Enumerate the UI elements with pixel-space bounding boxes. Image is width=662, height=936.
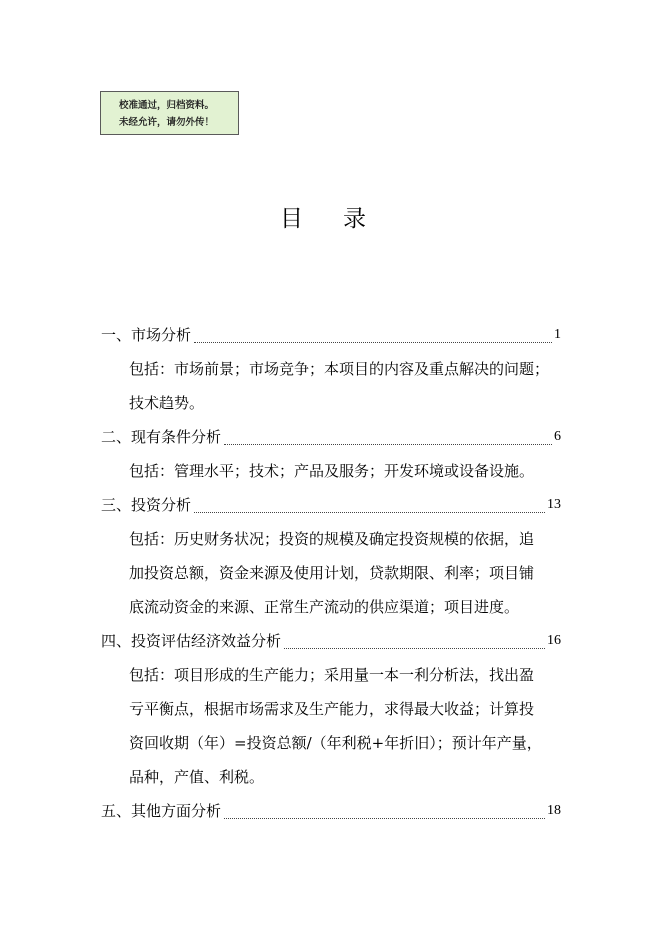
description-line: 包括：市场前景；市场竞争；本项目的内容及重点解决的问题；	[129, 360, 550, 378]
description-line: 包括：管理水平；技术；产品及服务；开发环境或设备设施。	[129, 462, 535, 480]
dot-leader	[194, 341, 552, 343]
dot-leader	[194, 511, 545, 513]
approval-stamp	[100, 91, 239, 135]
toc-entry-4[interactable]	[101, 624, 561, 658]
stamp-line-1: 校准通过，归档资料。	[119, 100, 215, 111]
description-line: 包括：项目形成的生产能力；采用量一本一利分析法，找出盈	[129, 666, 535, 684]
table-of-contents	[101, 318, 561, 828]
toc-entry-label: 一、市场分析	[101, 326, 192, 344]
stamp-line-2: 未经允许，请勿外传！	[119, 117, 215, 128]
toc-page-number: 6	[554, 429, 561, 444]
dot-leader	[284, 647, 545, 649]
toc-page-number: 18	[547, 803, 561, 818]
description-line: 品种，产值、利税。	[129, 768, 265, 786]
description-line: 底流动资金的来源、正常生产流动的供应渠道；项目进度。	[129, 598, 520, 616]
dot-leader	[224, 443, 552, 445]
toc-entry-1[interactable]	[101, 318, 561, 352]
description-line: 亏平衡点，根据市场需求及生产能力，求得最大收益；计算投	[129, 700, 535, 718]
toc-entry-3[interactable]	[101, 488, 561, 522]
toc-entry-label: 五、其他方面分析	[101, 802, 222, 820]
toc-entry-label: 二、现有条件分析	[101, 428, 222, 446]
description-line: 加投资总额，资金来源及使用计划，贷款期限、利率；项目铺	[129, 564, 535, 582]
toc-entry-description	[129, 658, 561, 794]
toc-page-number: 13	[547, 497, 561, 512]
toc-entry-description	[129, 522, 561, 624]
toc-entry-description	[129, 352, 561, 420]
dot-leader	[224, 817, 545, 819]
toc-entry-5[interactable]	[101, 794, 561, 828]
toc-page-number: 16	[547, 633, 561, 648]
toc-entry-label: 四、投资评估经济效益分析	[101, 632, 282, 650]
description-line: 资回收期（年）=投资总额/（年利税+年折旧）；预计年产量，	[129, 734, 542, 752]
toc-entry-label: 三、投资分析	[101, 496, 192, 514]
toc-entry-2[interactable]	[101, 420, 561, 454]
page-title: 目录	[280, 206, 406, 232]
description-line: 技术趋势。	[129, 394, 205, 412]
description-line: 包括：历史财务状况；投资的规模及确定投资规模的依据，追	[129, 530, 535, 548]
toc-page-number: 1	[554, 327, 561, 342]
toc-entry-description	[129, 454, 561, 488]
